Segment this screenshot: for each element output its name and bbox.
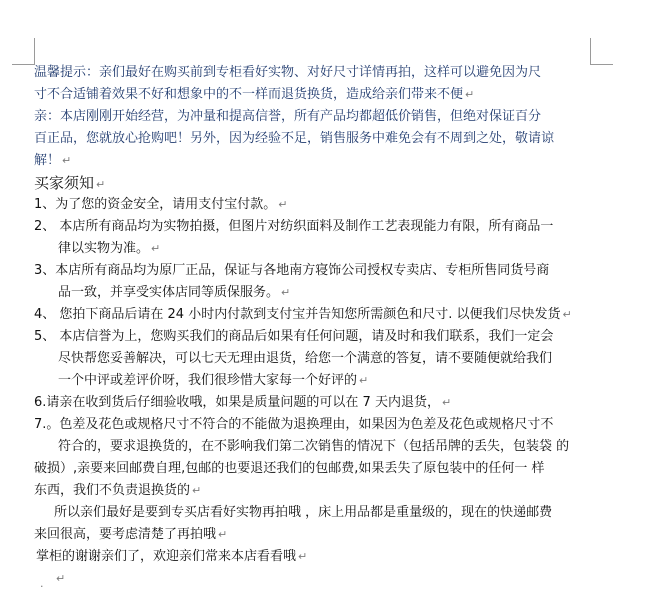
paragraph-mark-icon: ↵ (96, 178, 106, 191)
list-item: 4、 您拍下商品后请在 24 小时内付款到支付宝并告知您所需颜色和尺寸. 以便我们尽快发货 ↵ (34, 307, 572, 322)
empty-paragraph (34, 568, 596, 590)
crop-mark-top-right (590, 38, 613, 65)
notice-line: 温馨提示：亲们最好在购买前到专柜看好实物、对好尺寸详情再拍，这样可以避免因为尺 (34, 65, 542, 80)
paragraph-mark-icon: ↵ (298, 550, 308, 563)
paragraph-mark-icon: ↵ (281, 286, 291, 299)
closing-line: 所以亲们最好是要到专买店看好实物再拍哦 ，床上用品都是重量级的，现在的快递邮费 (54, 505, 553, 520)
notice-line: 亲：本店刚刚开始经营，为冲量和提高信誉，所有产品均都超低价销售，但绝对保证百分 (34, 109, 542, 124)
trailing-mark: · (40, 580, 44, 593)
list-item: 1、为了您的资金安全，请用支付宝付款。 ↵ (34, 197, 288, 212)
list-item: 3、本店所有商品均为原厂正品，保证与各地南方寝饰公司授权专卖店、专柜所售同货号商 (34, 263, 550, 278)
paragraph-mark-icon: ↵ (62, 154, 72, 167)
list-item-continuation: 符合的，要求退换货的，在不影响我们第二次销售的情况下（包括吊牌的丢失，包装袋 的 (58, 439, 570, 454)
crop-mark-top-left (12, 38, 35, 65)
notice-line: 寸不合适铺着效果不好和想象中的不一样而退货换货，造成给亲们带来不便 ↵ (34, 87, 475, 102)
closing-line: 来回很高，要考虑清楚了再拍哦 ↵ (34, 527, 228, 542)
list-item-continuation: 品一致，并享受实体店同等质保服务。 ↵ (58, 285, 291, 300)
list-item-continuation: 破损）,亲要来回邮费自理,包邮的也要退还我们的包邮费,如果丢失了原包装中的任何一 样 (34, 461, 545, 476)
paragraph-mark-icon: ↵ (56, 572, 66, 585)
paragraph-mark-icon: ↵ (192, 484, 202, 497)
list-item-continuation: 东西，我们不负责退换货的 ↵ (34, 483, 202, 498)
notice-line: 解！ ↵ (34, 153, 72, 168)
list-item: 5、 本店信誉为上，您购买我们的商品后如果有任何问题，请及时和我们联系，我们一定会 (34, 329, 554, 344)
list-item-continuation: 尽快帮您妥善解决，可以七天无理由退货，给您一个满意的答复，请不要随便就给我们 (58, 351, 553, 366)
paragraph-mark-icon: ↵ (151, 242, 161, 255)
paragraph-mark-icon: ↵ (441, 396, 452, 409)
closing-line: 掌柜的谢谢亲们了，欢迎亲们常来本店看看哦 ↵ (36, 549, 308, 564)
document-body[interactable] (34, 62, 596, 590)
paragraph-mark-icon: ↵ (359, 374, 369, 387)
paragraph-mark-icon: ↵ (278, 198, 288, 211)
list-item: 2、 本店所有商品均为实物拍摄，但图片对纺织面料及制作工艺表现能力有限，所有商品一 (34, 219, 554, 234)
paragraph-mark-icon: ↵ (465, 88, 475, 101)
notice-line: 百正品，您就放心抢购吧！另外，因为经验不足，销售服务中难免会有不周到之处，敬请谅 (34, 131, 555, 146)
section-heading: 买家须知 ↵ (34, 174, 106, 192)
list-item-continuation: 律以实物为准。 ↵ (58, 241, 161, 256)
list-item: 7.。色差及花色或规格尺寸不符合的不能做为退换理由，如果因为色差及花色或规格尺寸不 (34, 417, 554, 432)
paragraph-mark-icon: ↵ (218, 528, 228, 541)
list-item: 6.请亲在收到货后仔细验收哦，如果是质量问题的可以在 7 天内退货， ↵ (34, 395, 452, 410)
paragraph-mark-icon: ↵ (562, 308, 572, 321)
list-item-continuation: 一个中评或差评价呀，我们很珍惜大家每一个好评的 ↵ (58, 373, 369, 388)
